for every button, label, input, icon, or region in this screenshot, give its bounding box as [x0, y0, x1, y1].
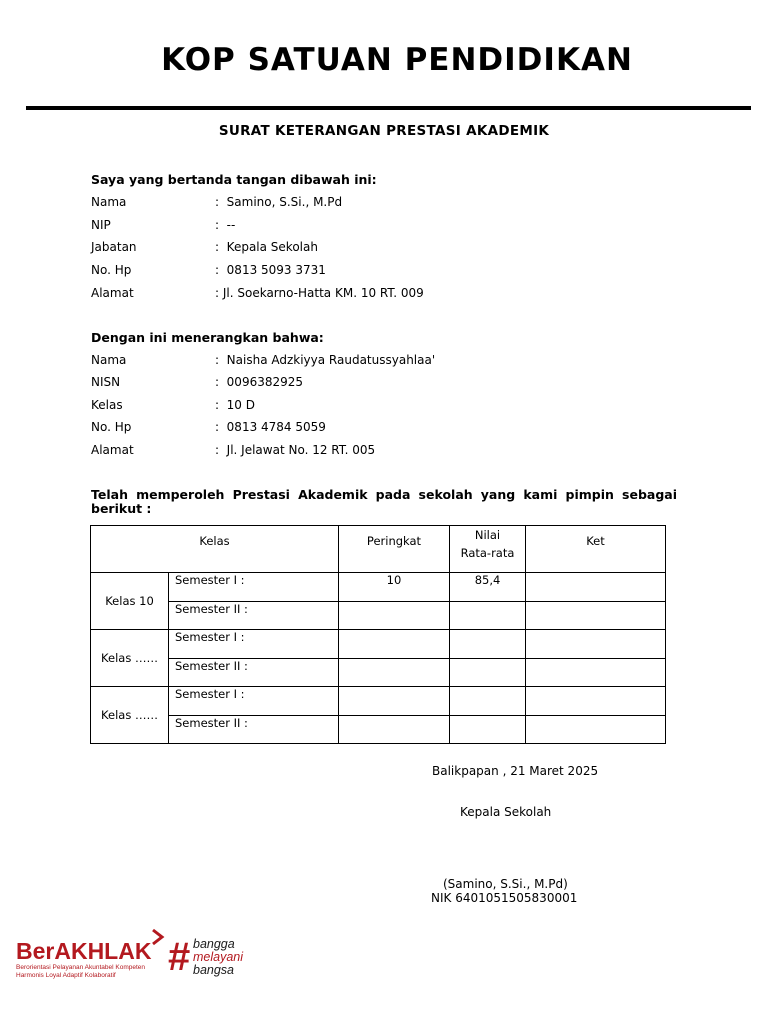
nilai-cell [450, 687, 526, 716]
table-row [91, 573, 666, 602]
bangga-line1: bangga [193, 937, 235, 951]
header-nilai-line1: Nilai [474, 528, 501, 542]
nilai-cell [450, 716, 526, 744]
signer-value-alamat: : Jl. Soekarno-Hatta KM. 10 RT. 009 [215, 286, 424, 300]
document-title: SURAT KETERANGAN PRESTASI AKADEMIK [218, 123, 550, 139]
semester-cell: Semester I : [169, 630, 339, 659]
ket-cell [526, 659, 666, 687]
header-ket [526, 526, 666, 573]
ket-cell [526, 687, 666, 716]
bangga-line3: bangsa [193, 963, 235, 977]
student-label-kelas: Kelas [91, 398, 123, 412]
achievement-table [90, 525, 666, 744]
kelas-cell: Kelas …… [91, 687, 169, 744]
berakhlak-tagline [16, 964, 145, 980]
student-value-kelas: : 10 D [215, 398, 255, 412]
header-peringkat-label: Peringkat [366, 534, 422, 548]
student-intro: Dengan ini menerangkan bahwa: [91, 330, 324, 345]
place-date: Balikpapan , 21 Maret 2025 [432, 764, 599, 778]
table-row [91, 687, 666, 716]
bangga-melayani-bangsa-logo [193, 938, 243, 977]
student-value-nisn: : 0096382925 [215, 375, 304, 389]
signer-nik: NIK 6401051505830001 [431, 891, 578, 905]
ket-cell [526, 602, 666, 630]
semester-cell: Semester II : [169, 659, 339, 687]
signer-value-hp: : 0813 5093 3731 [215, 263, 326, 277]
kelas-cell: Kelas 10 [91, 573, 169, 630]
semester-cell: Semester I : [169, 573, 339, 602]
nilai-cell [450, 659, 526, 687]
header-kelas-label: Kelas [199, 534, 230, 548]
peringkat-cell [339, 716, 450, 744]
header-nilai [450, 526, 526, 573]
table-row [91, 630, 666, 659]
signer-value-jabatan: : Kepala Sekolah [215, 240, 318, 254]
student-value-nama: : Naisha Adzkiyya Raudatussyahlaa' [215, 353, 436, 367]
kelas-cell: Kelas …… [91, 630, 169, 687]
signer-label-nip: NIP [91, 218, 111, 232]
signer-intro: Saya yang bertanda tangan dibawah ini: [91, 172, 377, 187]
hashtag-icon: # [168, 935, 191, 979]
signer-name: (Samino, S.Si., M.Pd) [443, 877, 568, 891]
peringkat-cell: 10 [339, 573, 450, 602]
berakhlak-tagline-line2: Harmonis Loyal Adaptif Kolaboratif [16, 972, 116, 979]
signer-position: Kepala Sekolah [460, 805, 552, 819]
table-row [91, 716, 666, 744]
student-label-alamat: Alamat [91, 443, 134, 457]
table-row [91, 659, 666, 687]
student-label-nisn: NISN [91, 375, 121, 389]
bangga-line2: melayani [193, 950, 244, 964]
student-label-hp: No. Hp [91, 420, 132, 434]
signer-value-nip: : -- [215, 218, 236, 232]
header-nilai-line2: Rata-rata [460, 546, 515, 560]
peringkat-cell [339, 687, 450, 716]
table-header-row [91, 526, 666, 573]
chevron-right-icon [150, 928, 166, 946]
table-row [91, 602, 666, 630]
ket-cell [526, 573, 666, 602]
header-rule [26, 106, 751, 110]
peringkat-cell [339, 602, 450, 630]
ket-cell [526, 630, 666, 659]
berakhlak-tagline-line1: Berorientasi Pelayanan Akuntabel Kompeten [16, 964, 146, 971]
header-peringkat [339, 526, 450, 573]
student-value-hp: : 0813 4784 5059 [215, 420, 326, 434]
header-kelas [91, 526, 339, 573]
signer-label-alamat: Alamat [91, 286, 134, 300]
peringkat-cell [339, 630, 450, 659]
peringkat-cell [339, 659, 450, 687]
nilai-cell [450, 630, 526, 659]
kop-heading: KOP SATUAN PENDIDIKAN [161, 42, 633, 78]
nilai-cell: 85,4 [450, 573, 526, 602]
signer-value-nama: : Samino, S.Si., M.Pd [215, 195, 343, 209]
semester-cell: Semester II : [169, 716, 339, 744]
semester-cell: Semester II : [169, 602, 339, 630]
signer-label-jabatan: Jabatan [91, 240, 137, 254]
berakhlak-logo: BerAKHLAK [16, 938, 152, 964]
student-label-nama: Nama [91, 353, 127, 367]
ket-cell [526, 716, 666, 744]
signer-label-nama: Nama [91, 195, 127, 209]
signer-label-hp: No. Hp [91, 263, 132, 277]
achievement-statement: Telah memperoleh Prestasi Akademik pada sekolah yang kami pimpin sebagai berikut : [91, 487, 677, 516]
semester-cell: Semester I : [169, 687, 339, 716]
student-value-alamat: : Jl. Jelawat No. 12 RT. 005 [215, 443, 376, 457]
nilai-cell [450, 602, 526, 630]
header-ket-label: Ket [586, 534, 605, 548]
